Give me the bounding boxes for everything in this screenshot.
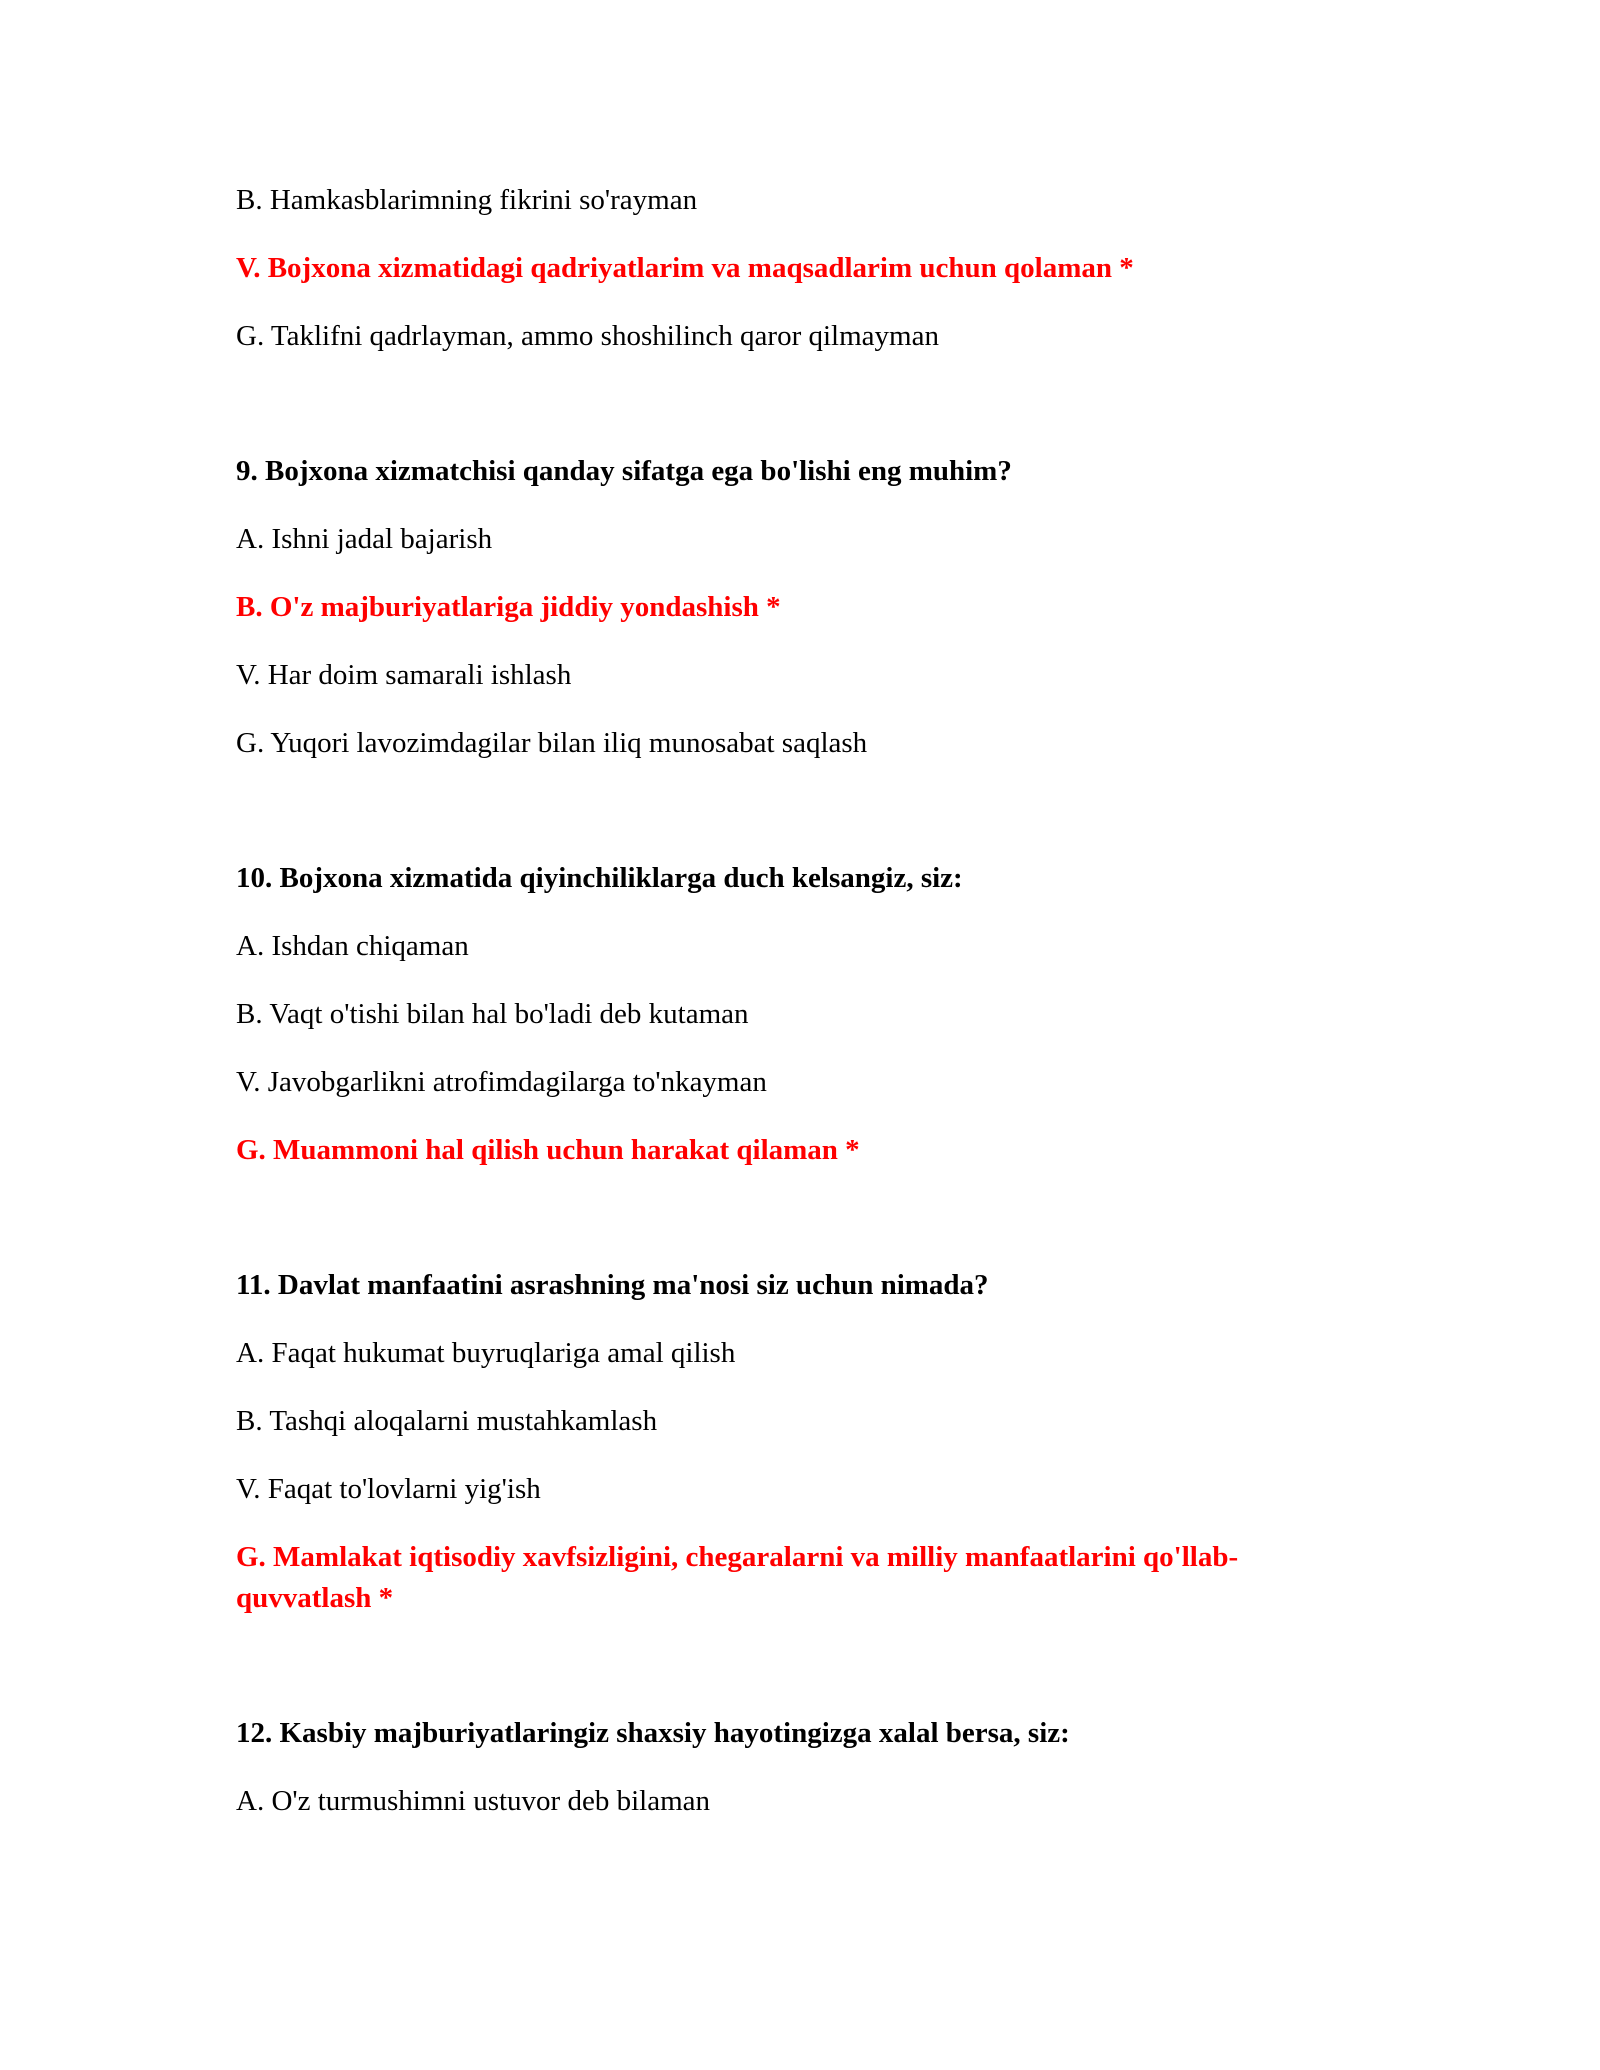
option: A. Ishdan chiqaman xyxy=(236,930,469,962)
question-title: 10. Bojxona xizmatida qiyinchiliklarga duch kelsangiz, siz: xyxy=(236,862,963,894)
spacer xyxy=(236,1646,1366,1713)
option-correct: G. Muammoni hal qilish uchun harakat qilaman * xyxy=(236,1134,860,1166)
option: B. Tashqi aloqalarni mustahkamlash xyxy=(236,1405,658,1437)
question-block-11 xyxy=(236,1265,1366,1619)
option-correct: G. Mamlakat iqtisodiy xavfsizligini, chegaralarni va milliy manfaatlarini qo'llab-quvvatlash * xyxy=(236,1541,1239,1614)
option: V. Javobgarlikni atrofimdagilarga to'nkayman xyxy=(236,1066,767,1098)
question-block-10 xyxy=(236,858,1366,1171)
question-title: 9. Bojxona xizmatchisi qanday sifatga ega bo'lishi eng muhim? xyxy=(236,455,1012,487)
option: A. Ishni jadal bajarish xyxy=(236,523,493,555)
option: B. Vaqt o'tishi bilan hal bo'ladi deb kutaman xyxy=(236,998,749,1030)
spacer xyxy=(236,791,1366,858)
spacer xyxy=(236,1198,1366,1265)
question-block-9 xyxy=(236,451,1366,764)
question-title: 12. Kasbiy majburiyatlaringiz shaxsiy hayotingizga xalal bersa, siz: xyxy=(236,1717,1070,1749)
option: V. Faqat to'lovlarni yig'ish xyxy=(236,1473,541,1505)
option: A. O'z turmushimni ustuvor deb bilaman xyxy=(236,1785,710,1817)
option: A. Faqat hukumat buyruqlariga amal qilish xyxy=(236,1337,736,1369)
option: B. Hamkasblarimning fikrini so'rayman xyxy=(236,184,698,216)
lead-options xyxy=(236,180,1366,357)
question-title: 11. Davlat manfaatini asrashning ma'nosi siz uchun nimada? xyxy=(236,1269,989,1301)
option: V. Har doim samarali ishlash xyxy=(236,659,572,691)
option: G. Taklifni qadrlayman, ammo shoshilinch qaror qilmayman xyxy=(236,320,939,352)
document-page xyxy=(236,180,1366,1849)
option-correct: B. O'z majburiyatlariga jiddiy yondashish * xyxy=(236,591,781,623)
option: G. Yuqori lavozimdagilar bilan iliq munosabat saqlash xyxy=(236,727,868,759)
spacer xyxy=(236,384,1366,451)
question-block-12 xyxy=(236,1713,1366,1822)
option-correct: V. Bojxona xizmatidagi qadriyatlarim va maqsadlarim uchun qolaman * xyxy=(236,252,1134,284)
